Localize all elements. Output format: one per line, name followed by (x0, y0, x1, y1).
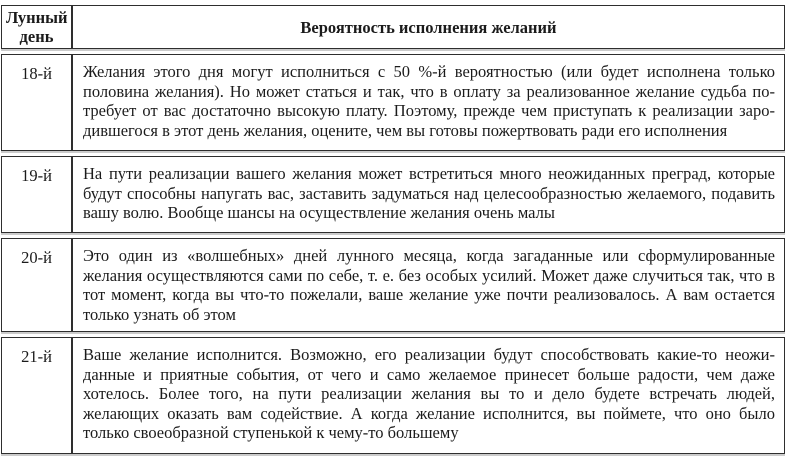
probability-description: Это один из «волшебных» дней лунного месяца, когда загаданные или сформулированные желания осуществляются сами по себе, т. е. без особых усилий. Может даже случиться так, что в тот момент, когда вы что-то пожелали, ваше желание уже почти реализовалось. А вам остается только узнать об этом (72, 238, 785, 332)
table-row-day-21 (1, 337, 785, 454)
table-row-day-18 (1, 54, 785, 151)
probability-description: На пути реализации вашего желания может встретиться много неожиданных преград, которые будут способны напугать вас, заставить задуматься над целесообразностью желаемого, подавить вашу волю. Вообще шансы на осуществление желания очень малы (72, 156, 785, 233)
lunar-day-label: 21-й (1, 337, 72, 454)
header-probability: Вероятность исполнения желаний (72, 5, 785, 49)
lunar-day-label: 19-й (1, 156, 72, 233)
table-row-day-20 (1, 238, 785, 332)
header-lunar-day: Лунный день (1, 5, 72, 49)
probability-description: Желания этого дня могут исполниться с 50 %-й вероятностью (или будет исполнена только половина желания). Но может статься и так, что в оплату за реализованное желание судьба потребует от вас достаточно высокую плату. Поэтому, прежде чем приступать к реализации зародившегося в этот день желания, оцените, чем вы готовы пожертвовать ради его исполнения (72, 54, 785, 151)
probability-description: Ваше желание исполнится. Возможно, его реализации будут способствовать какие-то неожиданные и приятные события, от чего и само желаемое принесет больше радости, чем даже хотелось. Более того, на пути реализации желания вы то и дело будете встречать людей, желающих оказать вам содействие. А когда желание исполнится, вы поймете, что оно было только своеобразной ступенькой к чему-то большему (72, 337, 785, 454)
lunar-day-label: 20-й (1, 238, 72, 332)
header-row (1, 5, 785, 49)
lunar-day-label: 18-й (1, 54, 72, 151)
table-row-day-19 (1, 156, 785, 233)
wish-probability-table (1, 0, 785, 459)
